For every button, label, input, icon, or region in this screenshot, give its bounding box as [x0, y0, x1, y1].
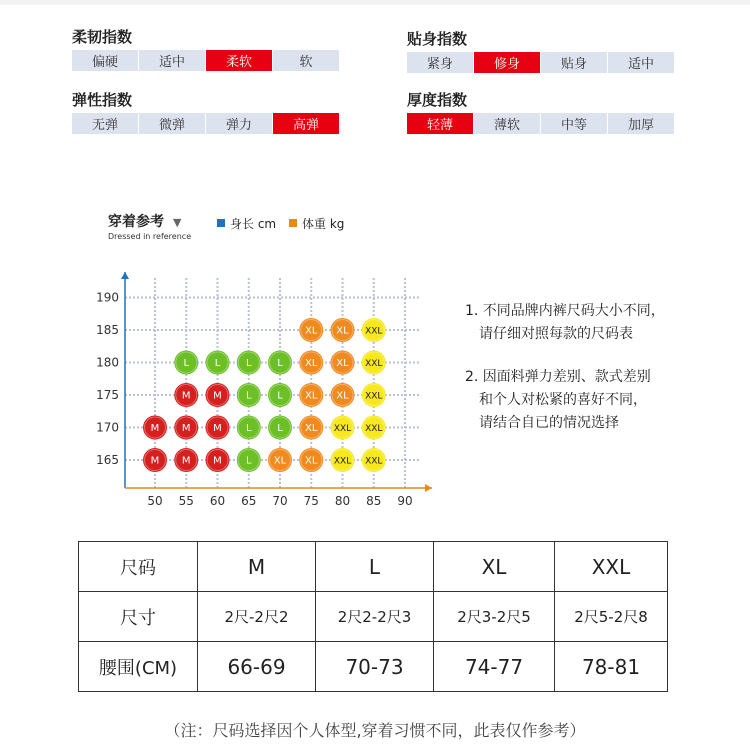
note-2 — [465, 366, 665, 435]
index-option: 微弹 — [139, 113, 205, 134]
point-label: XL — [336, 325, 349, 337]
point-label: XXL — [333, 424, 352, 434]
x-tick-label: 90 — [397, 494, 413, 508]
index-option: 无弹 — [72, 113, 138, 134]
legend-label-weight: 体重 kg — [302, 217, 345, 231]
size-point — [362, 383, 386, 407]
y-tick-label: 175 — [96, 388, 119, 402]
size-point — [174, 383, 198, 407]
point-label: XXL — [365, 326, 383, 337]
point-label: M — [150, 423, 160, 434]
index-option: 薄软 — [474, 113, 540, 134]
note-line: 2. 因面料弹力差别、款式差别 — [465, 369, 651, 385]
index-option-selected: 修身 — [474, 52, 540, 73]
legend-swatch-height — [217, 219, 225, 227]
index-option: 中等 — [541, 113, 607, 134]
note-line: 和个人对松紧的喜好不同， — [479, 392, 647, 408]
index-option: 适中 — [139, 50, 205, 71]
note-1 — [465, 300, 665, 346]
point-label: M — [213, 390, 222, 402]
size-point — [143, 416, 167, 440]
index-title: 厚度指数 — [407, 91, 468, 109]
size-point — [206, 448, 230, 472]
point-label: XL — [336, 390, 349, 402]
point-label: XL — [305, 358, 318, 369]
x-tick-label: 75 — [303, 494, 319, 508]
legend-swatch-weight — [289, 219, 297, 227]
size-point — [268, 448, 292, 472]
point-label: M — [213, 455, 222, 467]
point-label: XL — [305, 455, 318, 467]
table-cell: 66-69 — [198, 642, 316, 692]
point-label: L — [183, 358, 190, 369]
size-point — [331, 351, 355, 375]
table-cell: 2尺3-2尺5 — [434, 592, 555, 642]
x-tick-label: 85 — [366, 494, 382, 508]
size-point — [237, 416, 261, 440]
size-notes — [465, 300, 665, 455]
size-point — [268, 416, 292, 440]
point-label: XL — [305, 423, 318, 434]
index-option: 偏硬 — [72, 50, 138, 71]
table-cell: L — [316, 542, 434, 592]
note-line: 请仔细对照每款的尺码表 — [479, 326, 633, 342]
point-label: XL — [305, 325, 318, 337]
point-label: L — [214, 358, 221, 369]
size-point — [362, 318, 386, 342]
y-tick-label: 165 — [96, 453, 119, 467]
table-row — [79, 642, 668, 692]
note-line: 1. 不同品牌内裤尺码大小不同， — [465, 303, 665, 319]
size-point — [268, 383, 292, 407]
x-tick-label: 70 — [272, 494, 288, 508]
size-point — [237, 448, 261, 472]
x-tick-label: 65 — [241, 494, 257, 508]
table-cell: 尺寸 — [79, 592, 198, 642]
size-point — [237, 383, 261, 407]
index-option: 适中 — [608, 52, 674, 73]
size-point — [331, 383, 355, 407]
point-label: XXL — [365, 456, 383, 467]
point-label: M — [181, 423, 191, 434]
chart-points — [143, 318, 386, 472]
chart-title: 穿着参考 — [108, 214, 164, 230]
index-option: 贴身 — [541, 52, 607, 73]
x-tick-label: 60 — [209, 494, 226, 508]
point-label: L — [245, 423, 252, 434]
table-cell: 腰围(CM) — [79, 642, 198, 692]
index-option: 软 — [273, 50, 339, 71]
index-option: 弹力 — [206, 113, 272, 134]
note-line: 请结合自已的情况选择 — [479, 415, 619, 431]
point-label: XXL — [365, 424, 383, 434]
size-point — [299, 318, 323, 342]
point-label: L — [245, 455, 252, 467]
point-label: XXL — [333, 456, 352, 467]
table-cell: 2尺-2尺2 — [198, 592, 316, 642]
index-option: 紧身 — [407, 52, 473, 73]
index-option-selected: 轻薄 — [407, 113, 473, 134]
footnote: （注：尺码选择因个人体型,穿着习惯不同，此表仅作参考） — [164, 721, 586, 740]
index-title: 柔韧指数 — [72, 28, 133, 46]
size-point — [331, 448, 355, 472]
size-point — [174, 448, 198, 472]
table-cell: 78-81 — [555, 642, 668, 692]
point-label: XXL — [365, 359, 383, 369]
point-label: M — [213, 423, 222, 434]
size-point — [331, 416, 355, 440]
table-cell: XXL — [555, 542, 668, 592]
index-option-selected: 柔软 — [206, 50, 272, 71]
size-point — [206, 416, 230, 440]
table-row — [79, 592, 668, 642]
point-label: XXL — [365, 391, 383, 402]
legend-label-height: 身长 cm — [230, 217, 277, 231]
y-tick-label: 190 — [96, 290, 119, 305]
table-cell: XL — [434, 542, 555, 592]
size-point — [268, 351, 292, 375]
table-cell: 2尺2-2尺3 — [316, 592, 434, 642]
size-point — [299, 383, 323, 407]
table-row — [79, 542, 668, 592]
chart-subtitle: Dressed in reference — [108, 232, 192, 241]
table-cell: 尺码 — [79, 542, 198, 592]
point-label: XL — [305, 390, 318, 402]
table-cell: 70-73 — [316, 642, 434, 692]
point-label: M — [181, 455, 191, 467]
size-point — [143, 448, 167, 472]
size-point — [299, 351, 323, 375]
size-point — [362, 416, 386, 440]
point-label: M — [150, 455, 160, 467]
table-cell: M — [198, 542, 316, 592]
index-option: 加厚 — [608, 113, 674, 134]
index-title: 贴身指数 — [407, 30, 468, 48]
size-point — [174, 351, 198, 375]
x-tick-label: 80 — [334, 494, 351, 508]
size-point — [299, 416, 323, 440]
x-axis-arrow — [425, 484, 432, 492]
index-option-selected: 高弹 — [273, 113, 339, 134]
x-tick-label: 50 — [147, 494, 163, 508]
size-point — [331, 318, 355, 342]
x-tick-label: 55 — [178, 494, 194, 508]
size-point — [174, 416, 198, 440]
point-label: L — [277, 358, 283, 369]
size-point — [206, 351, 230, 375]
point-label: L — [245, 390, 252, 402]
point-label: L — [277, 423, 283, 434]
size-point — [362, 351, 386, 375]
index-title: 弹性指数 — [72, 91, 133, 109]
point-label: L — [245, 358, 252, 369]
size-point — [299, 448, 323, 472]
size-point — [237, 351, 261, 375]
y-axis-arrow — [121, 272, 129, 279]
size-table — [78, 541, 668, 692]
point-label: L — [277, 390, 283, 402]
point-label: XL — [336, 358, 349, 369]
point-label: M — [181, 390, 191, 402]
size-point — [206, 383, 230, 407]
chart-title-arrow: ▼ — [173, 216, 182, 229]
table-cell: 2尺5-2尺8 — [555, 592, 668, 642]
y-tick-label: 170 — [96, 420, 119, 435]
size-point — [362, 448, 386, 472]
table-cell: 74-77 — [434, 642, 555, 692]
y-tick-label: 180 — [96, 355, 119, 370]
y-tick-label: 185 — [96, 323, 119, 337]
point-label: XL — [273, 455, 287, 467]
